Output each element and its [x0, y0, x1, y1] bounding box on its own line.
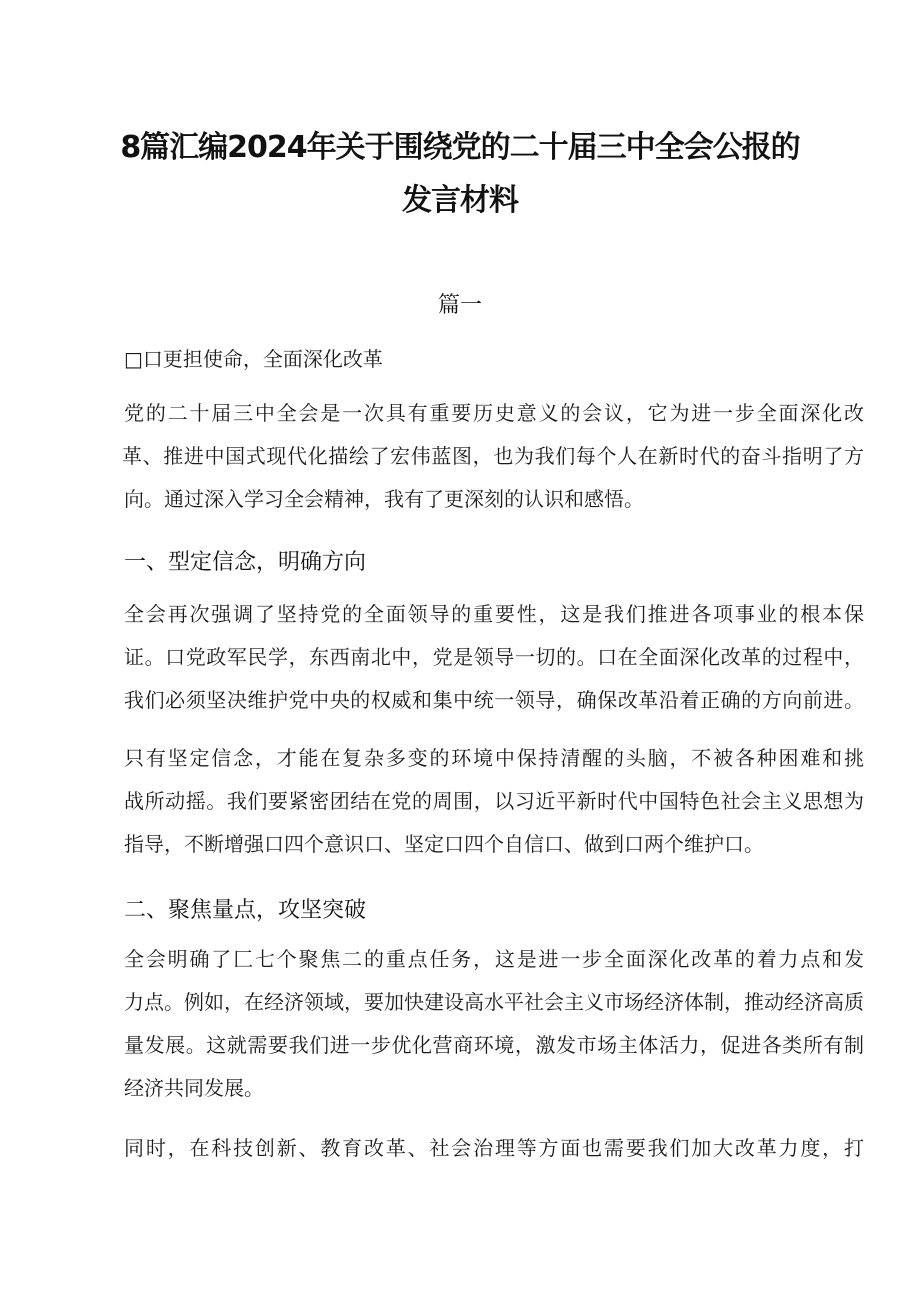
paragraph-line: 证。口党政军民学，东西南北中，党是领导一切的。口在全面深化改革的过程中，	[124, 645, 864, 669]
paragraph-line: 革、推进中国式现代化描绘了宏伟蓝图，也为我们每个人在新时代的奋斗指明了方	[122, 444, 864, 468]
paragraph-line: 党的二十届三中全会是一次具有重要历史意义的会议，它为进一步全面深化改	[124, 401, 864, 425]
paragraph-line: 经济共同发展。	[124, 1076, 264, 1100]
paragraph-line: 我们必须坚决维护党中央的权威和集中统一领导，确保改革沿着正确的方向前进。	[124, 688, 864, 712]
paragraph-1	[124, 593, 864, 722]
paragraph-2	[124, 737, 864, 866]
paragraph-line: 战所动摇。我们要紧密团结在党的周围，以习近平新时代中国特色社会主义思想为	[124, 789, 864, 813]
section-heading: 篇一	[437, 293, 482, 318]
paragraph-line: 向。通过深入学习全会精神，我有了更深刻的认识和感悟。	[124, 487, 644, 511]
subtitle: □口更担使命，全面深化改革	[124, 347, 383, 371]
paragraph-line: 力点。例如，在经济领域，要加快建设高水平社会主义市场经济体制，推动经济高质	[124, 990, 864, 1014]
intro-paragraph	[124, 392, 864, 521]
paragraph-line: 同时，在科技创新、教育改革、社会治理等方面也需要我们加大改革力度，打	[124, 1136, 864, 1160]
document-title-line2: 发言材料	[402, 183, 518, 218]
heading-one: 一、型定信念，明确方向	[124, 550, 367, 575]
paragraph-line: 全会明确了匚七个聚焦二的重点任务，这是进一步全面深化改革的着力点和发	[124, 947, 864, 971]
paragraph-4	[124, 1127, 864, 1170]
paragraph-line: 只有坚定信念，才能在复杂多变的环境中保持清醒的头脑，不被各种困难和挑	[124, 746, 864, 770]
paragraph-line: 指导，不断增强口四个意识口、坚定口四个自信口、做到口两个维护口。	[124, 832, 764, 856]
document-title-line1: 8篇汇编2024年关于围绕党的二十届三中全会公报的	[120, 130, 800, 165]
paragraph-line: 全会再次强调了坚持党的全面领导的重要性，这是我们推进各项事业的根本保	[124, 602, 864, 626]
heading-two: 二、聚焦量点，攻坚突破	[124, 898, 367, 923]
paragraph-3	[124, 938, 864, 1110]
paragraph-line: 量发展。这就需要我们进一步优化营商环境，激发市场主体活力，促进各类所有制	[124, 1033, 864, 1057]
